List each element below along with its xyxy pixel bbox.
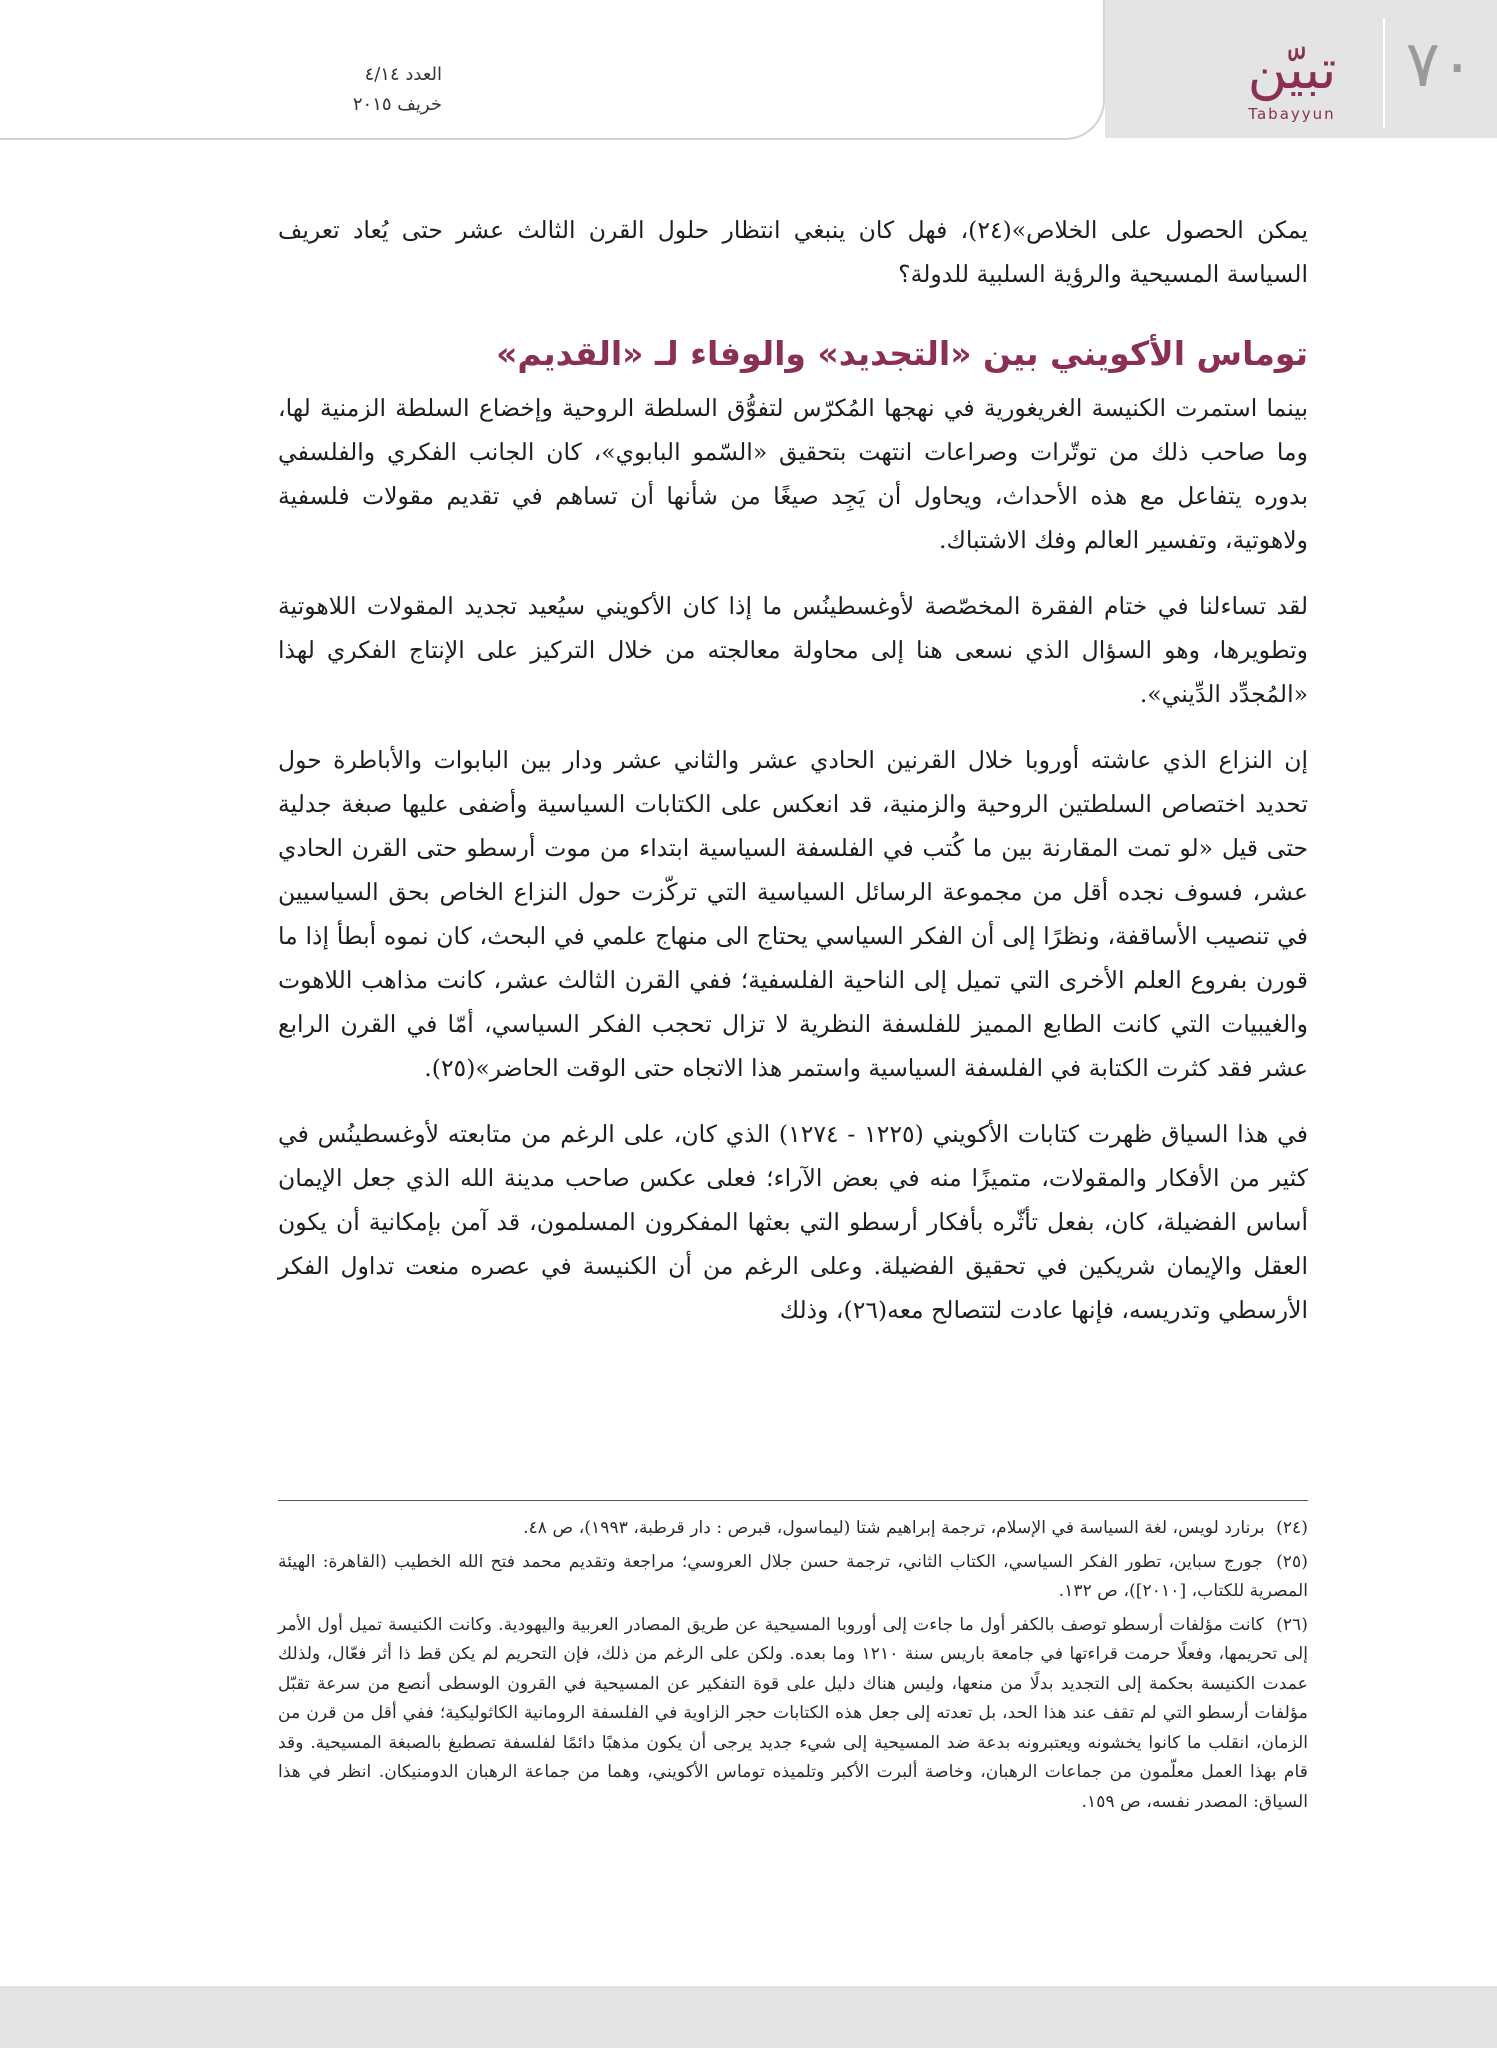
footnote — [278, 1548, 1308, 1607]
logo-arabic-wordmark: تبيّن — [1247, 38, 1337, 101]
section-heading: توماس الأكويني بين «التجديد» والوفاء لـ «القديم» — [496, 334, 1308, 373]
footnote-number: (٢٦) — [1276, 1614, 1309, 1635]
footnote — [278, 1514, 1308, 1544]
journal-logo — [1222, 35, 1362, 130]
issue-number: العدد ٤/١٤ — [364, 64, 442, 85]
article-body — [278, 208, 1308, 1354]
logo-latin-wordmark: Tabayyun — [1248, 105, 1336, 123]
body-paragraph: في هذا السياق ظهرت كتابات الأكويني (١٢٢٥ - ١٢٧٤) الذي كان، على الرغم من متابعته لأوغسطينُس في كثير من الأفكار والمقولات، متميزًا منه في بعض الآراء؛ فعلى عكس صاحب مدينة الله الذي جعل الإيمان أساس الفضيلة، كان، بفعل تأثّره بأفكار أرسطو التي بعثها المفكرون المسلمون، قد آمن بإمكانية أن يكون العقل والإيمان شريكين في تحقيق الفضيلة. وعلى الرغم من أن الكنيسة في عصره منعت تداول الفكر الأرسطي وتدريسه، فإنها عادت لتتصالح معه(٢٦)، وذلك — [278, 1120, 1308, 1324]
footnote-text: برنارد لويس، لغة السياسة في الإسلام، ترجمة إبراهيم شتا (ليماسول، قبرص : دار قرطبة، ١٩٩٣)، ص ٤٨. — [523, 1518, 1265, 1538]
footnote — [278, 1611, 1308, 1818]
body-paragraph: بينما استمرت الكنيسة الغريغورية في نهجها المُكرّس لتفوُّق السلطة الروحية وإخضاع السلطة الزمنية لها، وما صاحب ذلك من توتّرات وصراعات انتهت بتحقيق «السّمو البابوي»، كان الجانب الفكري والفلسفي بدوره يتفاعل مع هذه الأحداث، ويحاول أن يَجِد صيغًا من شأنها أن تساهم في تقديم مقولات فلسفية ولاهوتية، وتفسير العالم وفك الاشتباك. — [278, 394, 1308, 554]
page-number: ٧٠ — [1405, 28, 1475, 102]
issue-season: خريف ٢٠١٥ — [352, 94, 442, 115]
body-paragraph: لقد تساءلنا في ختام الفقرة المخصّصة لأوغسطينُس ما إذا كان الأكويني سيُعيد تجديد المقولات اللاهوتية وتطويرها، وهو السؤال الذي نسعى هنا إلى محاولة معالجته من خلال التركيز على الإنتاج الفكري لهذا «المُجدِّد الدِّيني». — [278, 592, 1308, 708]
footnote-number: (٢٤) — [1276, 1518, 1308, 1538]
issue-info — [272, 60, 442, 120]
footnote-text: كانت مؤلفات أرسطو توصف بالكفر أول ما جاءت إلى أوروبا المسيحية عن طريق المصادر العربية واليهودية. وكانت الكنيسة تميل أول الأمر إلى تحريمها، وفعلًا حرمت قراءتها في جامعة باريس سنة ١٢١٠ وما بعده. ولكن على الرغم من ذلك، فإن التحريم لم يكن قط ذا أثر فعّال، ولذلك عمدت الكنيسة بحكمة إلى التجديد بدلًا من منعها، وليس هناك دليل على قوة التفكير عن المسيحية في القرون الوسطى أنصع من سرعة تقبّل مؤلفات أرسطو التي لم تقف عند هذا الحد، بل تعدته إلى جعل هذه الكتابات حجر الزاوية في الفلسفة الرومانية الكاثوليكية؛ ففي أقل من قرن من الزمان، انقلب ما كانوا يخشونه ويعتبرونه بدعة ضد المسيحية إلى شيء جديد يرجى أن يكون مذهبًا دائمًا لفلسفة تصطبغ بالصبغة المسيحية. وقد قام بهذا العمل معلّمون من جماعات الرهبان، وخاصة ألبرت الأكبر وتلميذه توماس الأكويني، وهما من جماعة الرهبان الدومنيكان. انظر في هذا السياق: المصدر نفسه، ص ١٥٩. — [278, 1614, 1308, 1812]
header-card — [0, 0, 1105, 140]
footnotes — [278, 1514, 1308, 1821]
body-paragraph: إن النزاع الذي عاشته أوروبا خلال القرنين الحادي عشر والثاني عشر ودار بين البابوات والأباطرة حول تحديد اختصاص السلطتين الروحية والزمنية، قد انعكس على الكتابات السياسية وأضفى عليها صبغة جدلية حتى قيل «لو تمت المقارنة بين ما كُتب في الفلسفة السياسية ابتداء من موت أرسطو حتى القرن الحادي عشر، فسوف نجده أقل من مجموعة الرسائل السياسية التي تركّزت حول النزاع الخاص بحق السياسيين في تنصيب الأساقفة، ونظرًا إلى أن الفكر السياسي يحتاج الى منهاج علمي في البحث، كان نموه أبطأ إذا ما قورن بفروع العلم الأخرى التي تميل إلى الناحية الفلسفية؛ ففي القرن الثالث عشر، كانت مذاهب اللاهوت والغيبيات التي كانت الطابع المميز للفلسفة النظرية لا تزال تحجب الفكر السياسي، أمّا في القرن الرابع عشر فقد كثرت الكتابة في الفلسفة السياسية واستمر هذا الاتجاه حتى الوقت الحاضر»(٢٥). — [278, 746, 1308, 1082]
header-divider — [1383, 18, 1385, 128]
intro-paragraph: يمكن الحصول على الخلاص»(٢٤)، فهل كان ينبغي انتظار حلول القرن الثالث عشر حتى يُعاد تعريف السياسة المسيحية والرؤية السلبية للدولة؟ — [278, 216, 1308, 288]
footnote-divider — [278, 1500, 1308, 1501]
footnote-number: (٢٥) — [1276, 1551, 1308, 1572]
footer-band — [0, 1986, 1497, 2048]
footnote-text: جورج سباين، تطور الفكر السياسي، الكتاب الثاني، ترجمة حسن جلال العروسي؛ مراجعة وتقديم محمد فتح الله الخطيب (القاهرة: الهيئة المصرية للكتاب، [٢٠١٠])، ص ١٣٢. — [278, 1551, 1308, 1601]
header-brand-panel — [1105, 0, 1497, 138]
